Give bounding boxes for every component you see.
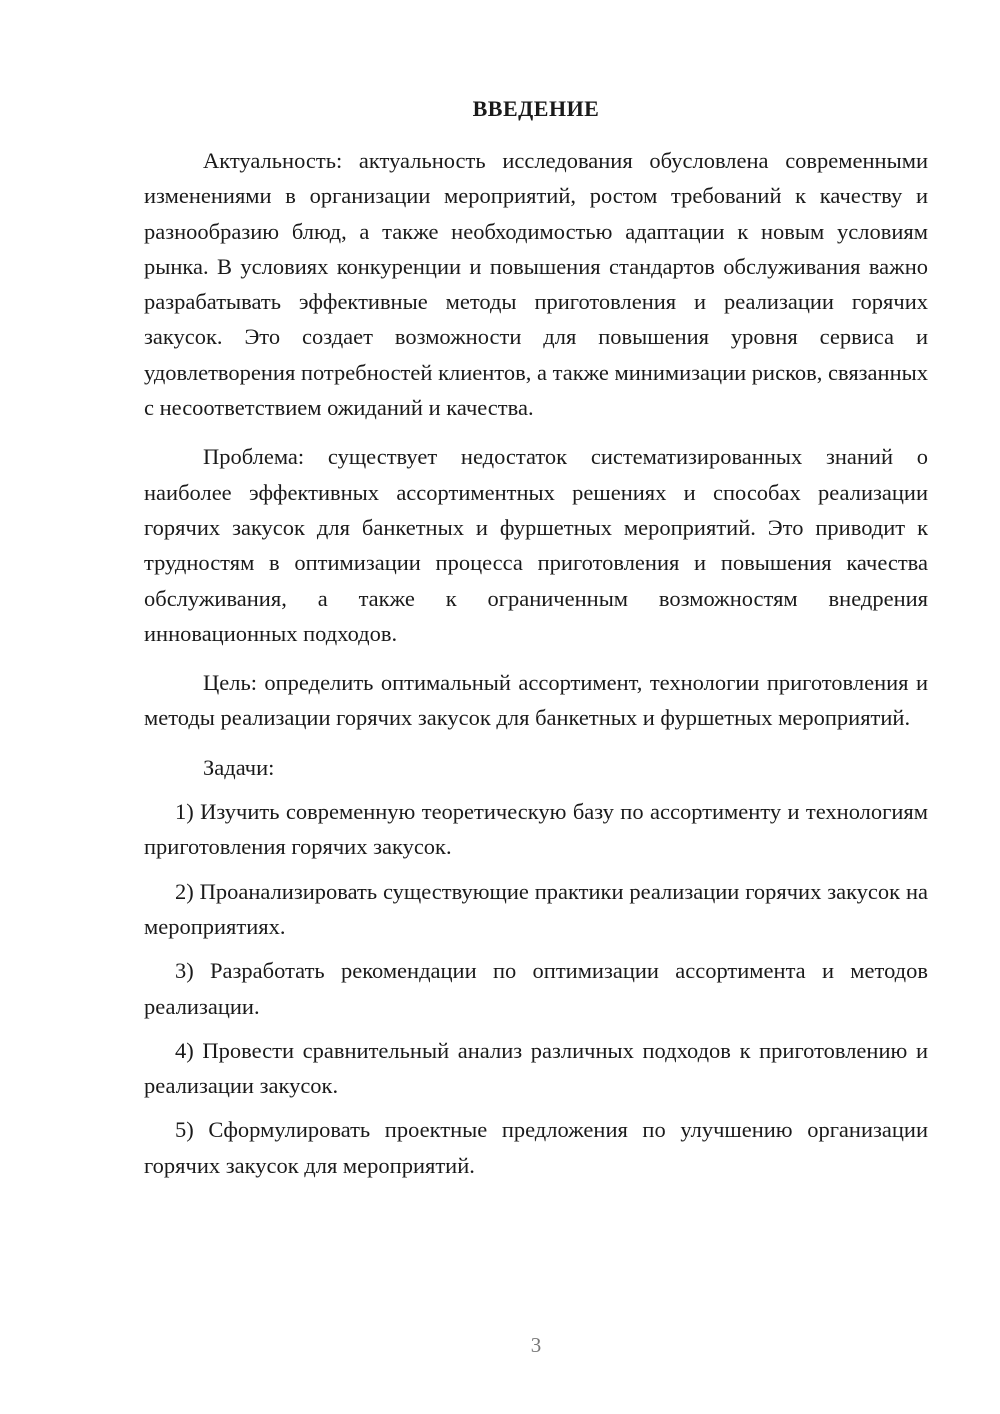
- paragraph-goal: Цель: определить оптимальный ассортимент, технологии приготовления и методы реализации горячих закусок для банкетных и фуршетных мероприятий.: [144, 670, 928, 731]
- paragraph-problem: Проблема: существует недостаток систематизированных знаний о наиболее эффективных ассортиментных решениях и способах реализации горячих закусок для банкетных и фуршетных мероприятий. Это приводит к трудностям в оптимизации процесса приготовления и повышения качества обслуживания, а также к ограниченным возможностям внедрения инновационных подходов.: [144, 444, 928, 646]
- paragraph-relevance: Актуальность: актуальность исследования обусловлена современными изменениями в организации мероприятий, ростом требований к качеству и разнообразию блюд, а также необходимостью адаптации к новым условиям рынка. В условиях конкуренции и повышения стандартов обслуживания важно разрабатывать эффективные методы приготовления и реализации горячих закусок. Это создает возможности для повышения уровня сервиса и удовлетворения потребностей клиентов, а также минимизации рисков, связанных с несоответствием ожиданий и качества.: [144, 148, 928, 421]
- document-body: [144, 143, 928, 1192]
- task-item: 1) Изучить современную теоретическую базу по ассортименту и технологиям приготовления горячих закусок.: [144, 799, 928, 860]
- task-item: 5) Сформулировать проектные предложения по улучшению организации горячих закусок для мероприятий.: [144, 1117, 928, 1178]
- page-title: ВВЕДЕНИЕ: [472, 96, 600, 121]
- task-item: 3) Разработать рекомендации по оптимизации ассортимента и методов реализации.: [144, 958, 928, 1019]
- document-page: [144, 0, 928, 1414]
- task-item: 2) Проанализировать существующие практики реализации горячих закусок на мероприятиях.: [144, 878, 928, 939]
- page-number: 3: [530, 1333, 542, 1357]
- task-list: [144, 794, 928, 1183]
- paragraph-tasks-heading: Задачи:: [203, 754, 275, 780]
- task-item: 4) Провести сравнительный анализ различных подходов к приготовлению и реализации закусок.: [144, 1037, 928, 1099]
